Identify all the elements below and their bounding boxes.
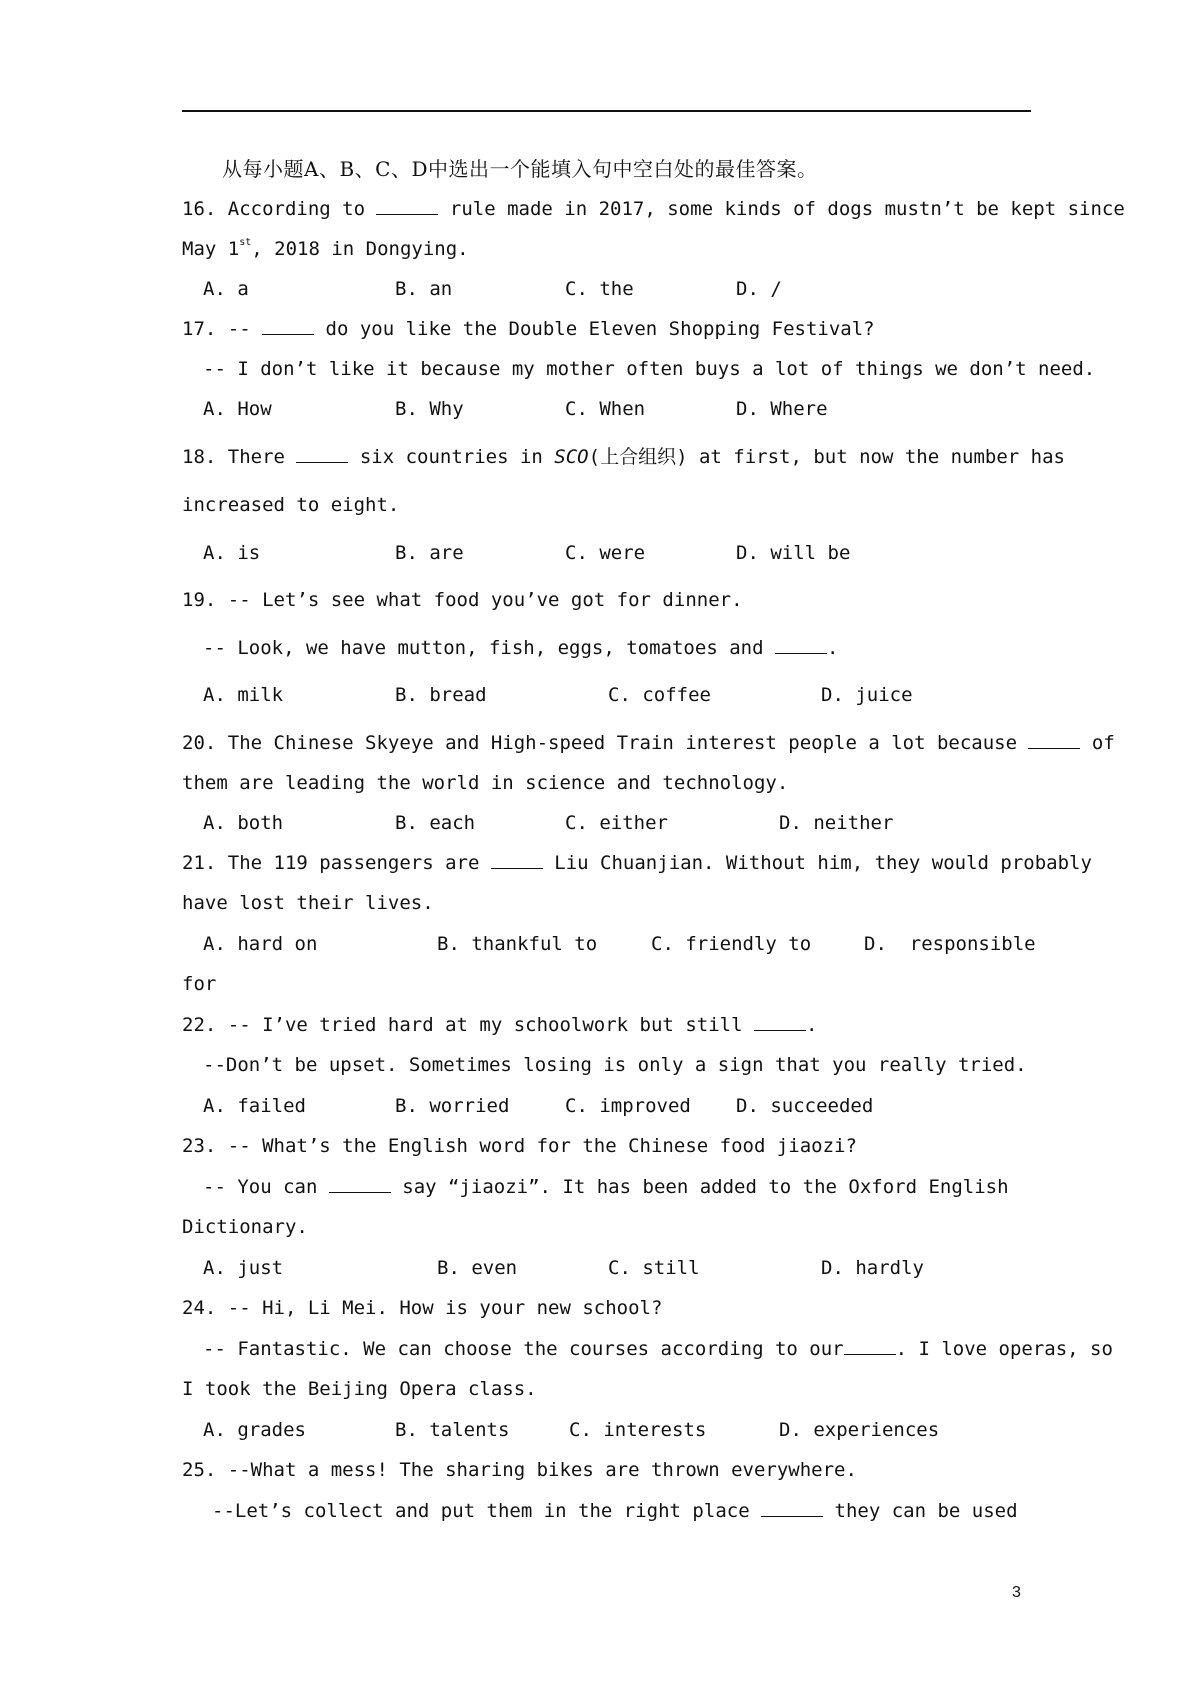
- question-25-reply: [212, 1498, 1018, 1524]
- question-22-reply: --Don’t be upset. Sometimes losing is only a sign that you really tried.: [203, 1054, 1027, 1076]
- question-20-stem-cont: them are leading the world in science and technology.: [182, 772, 789, 794]
- question-19-text-b: .: [826, 637, 839, 659]
- question-16-text-a: 16. According to: [182, 198, 377, 220]
- question-23-option-b: B. even: [437, 1257, 518, 1279]
- answer-blank: [491, 850, 543, 869]
- question-18-option-d: D. will be: [736, 542, 851, 564]
- question-16-superscript: st: [239, 237, 252, 248]
- question-22-option-c: C. improved: [565, 1095, 691, 1117]
- question-23-option-a: A. just: [203, 1257, 284, 1279]
- question-19-option-b: B. bread: [395, 684, 487, 706]
- question-17-option-d: D. Where: [736, 398, 828, 420]
- question-18-text-c: (上合组织) at first, but now the number has: [588, 446, 1065, 468]
- page-number: 3: [1012, 1584, 1021, 1601]
- question-24-reply: [203, 1336, 1113, 1362]
- question-18-text-b: six countries in: [348, 446, 555, 468]
- question-25-text-a: --Let’s collect and put them in the right place: [212, 1500, 762, 1522]
- question-16-stem: [182, 196, 1125, 222]
- question-16-text-b: rule made in 2017, some kinds of dogs mustn’t be kept since: [438, 198, 1125, 220]
- question-24-reply-cont: I took the Beijing Opera class.: [182, 1378, 537, 1400]
- question-17-stem: [182, 316, 875, 342]
- answer-blank: [296, 444, 348, 463]
- instruction-text: 从每小题A、B、C、D中选出一个能填入句中空白处的最佳答案。: [222, 157, 818, 181]
- question-20-option-b: B. each: [395, 812, 476, 834]
- question-24-text-a: -- Fantastic. We can choose the courses according to our: [203, 1338, 844, 1360]
- question-17-text-b: do you like the Double Eleven Shopping Festival?: [314, 318, 875, 340]
- question-17-reply: -- I don’t like it because my mother often buys a lot of things we don’t need.: [203, 358, 1096, 380]
- answer-blank: [844, 1336, 896, 1355]
- question-16-option-d: D. /: [736, 278, 782, 300]
- question-16-option-a: A. a: [203, 278, 249, 300]
- question-25-text-b: they can be used: [823, 1500, 1018, 1522]
- answer-blank: [376, 196, 438, 215]
- question-19-option-a: A. milk: [203, 684, 284, 706]
- header-rule: [182, 110, 1031, 112]
- question-20-option-c: C. either: [565, 812, 668, 834]
- question-17-option-a: A. How: [203, 398, 272, 420]
- question-21-stem-cont: have lost their lives.: [182, 892, 434, 914]
- question-23-text-b: say “jiaozi”. It has been added to the Oxford English: [390, 1176, 1009, 1198]
- question-20-stem: [182, 730, 1115, 756]
- answer-blank: [1028, 730, 1080, 749]
- question-18-stem: [182, 444, 1065, 470]
- question-20-text-a: 20. The Chinese Skyeye and High-speed Train interest people a lot because: [182, 732, 1029, 754]
- answer-blank: [775, 635, 827, 654]
- question-21-option-d: D. responsible: [864, 933, 1036, 955]
- question-20-option-d: D. neither: [779, 812, 894, 834]
- question-23-text-a: -- You can: [203, 1176, 329, 1198]
- question-21-option-wrap: for: [182, 973, 217, 995]
- question-23-stem: 23. -- What’s the English word for the Chinese food jiaozi?: [182, 1135, 857, 1157]
- question-18-option-a: A. is: [203, 542, 261, 564]
- question-19-stem: 19. -- Let’s see what food you’ve got for dinner.: [182, 589, 743, 611]
- question-21-text-b: Liu Chuanjian. Without him, they would probably: [542, 852, 1092, 874]
- question-21-option-a: A. hard on: [203, 933, 318, 955]
- question-22-option-d: D. succeeded: [736, 1095, 874, 1117]
- question-24-option-d: D. experiences: [779, 1419, 940, 1441]
- question-21-option-c: C. friendly to: [651, 933, 812, 955]
- question-18-stem-cont: increased to eight.: [182, 494, 400, 516]
- answer-blank: [262, 316, 314, 335]
- question-24-option-a: A. grades: [203, 1419, 306, 1441]
- answer-blank: [754, 1012, 806, 1031]
- question-17-option-c: C. When: [565, 398, 646, 420]
- question-22-option-a: A. failed: [203, 1095, 306, 1117]
- question-23-reply: [203, 1174, 1009, 1200]
- question-16-option-c: C. the: [565, 278, 634, 300]
- question-19-option-d: D. juice: [821, 684, 913, 706]
- question-17-text-a: 17. --: [182, 318, 263, 340]
- answer-blank: [329, 1174, 391, 1193]
- question-23-option-d: D. hardly: [821, 1257, 924, 1279]
- question-23-reply-cont: Dictionary.: [182, 1216, 308, 1238]
- question-22-text-b: .: [805, 1014, 818, 1036]
- question-21-option-b: B. thankful to: [437, 933, 598, 955]
- question-16-stem-cont: [182, 236, 469, 262]
- question-20-option-a: A. both: [203, 812, 284, 834]
- answer-blank: [761, 1498, 823, 1517]
- question-24-stem: 24. -- Hi, Li Mei. How is your new school?: [182, 1297, 663, 1319]
- question-24-text-b: . I love operas, so: [895, 1338, 1113, 1360]
- question-20-text-b: of: [1080, 732, 1115, 754]
- question-21-text-a: 21. The 119 passengers are: [182, 852, 491, 874]
- question-17-option-b: B. Why: [395, 398, 464, 420]
- question-19-option-c: C. coffee: [608, 684, 711, 706]
- question-22-option-b: B. worried: [395, 1095, 510, 1117]
- question-19-text-a: -- Look, we have mutton, fish, eggs, tomatoes and: [203, 637, 775, 659]
- question-24-option-c: C. interests: [569, 1419, 707, 1441]
- question-18-abbreviation: SCO: [554, 446, 589, 468]
- question-18-option-b: B. are: [395, 542, 464, 564]
- question-22-stem: [182, 1012, 817, 1038]
- question-16-option-b: B. an: [395, 278, 453, 300]
- question-18-text-a: 18. There: [182, 446, 297, 468]
- question-24-option-b: B. talents: [395, 1419, 510, 1441]
- question-21-stem: [182, 850, 1092, 876]
- question-25-stem: 25. --What a mess! The sharing bikes are thrown everywhere.: [182, 1459, 857, 1481]
- question-23-option-c: C. still: [608, 1257, 700, 1279]
- question-18-option-c: C. were: [565, 542, 646, 564]
- question-22-text-a: 22. -- I’ve tried hard at my schoolwork but still: [182, 1014, 754, 1036]
- question-16-text-c: May 1: [182, 238, 240, 260]
- question-16-text-d: , 2018 in Dongying.: [251, 238, 469, 260]
- question-19-reply: [203, 635, 838, 661]
